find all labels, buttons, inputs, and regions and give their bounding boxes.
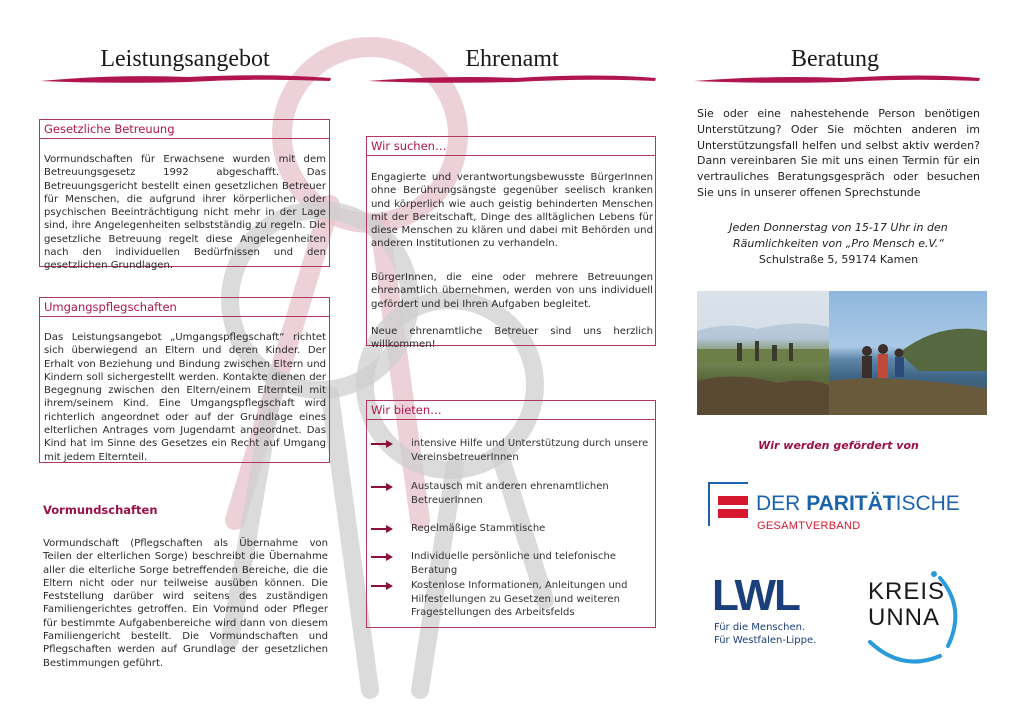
brush-stroke-decoration: [692, 72, 982, 86]
arrow-right-icon: [371, 440, 393, 448]
paragraph: BürgerInnen, die eine oder mehrere Betreuungen ehrenamtlich übernehmen, werden von uns individuell gefördert und bei Ihren Aufgaben begleitet.: [371, 272, 653, 310]
list-item-text: intensive Hilfe und Unterstützung durch unsere VereinsbetreuerInnen: [411, 438, 649, 463]
brush-stroke-decoration: [366, 72, 658, 86]
box-gesetzliche-betreuung: [39, 119, 330, 272]
logo-paritaetische: [718, 482, 988, 542]
paragraph: Vormundschaften für Erwachsene wurden mit dem Betreuungsgesetz 1992 abgeschafft. Das Betreuungsgericht bestellt einen gesetzlichen Betreuer für Menschen, die aufgrund ihrer körperlichen oder psychischen Beeinträchtigung nicht mehr in der Lage sind, ihre Angelegenheiten selbstständig zu regeln. Die gesetzliche Betreuung regelt diese Angelegenheiten nach den individuellen Bedürfnissen und den gesetzlichen Grundlagen.: [44, 154, 326, 272]
arrow-right-icon: [371, 582, 393, 590]
box-wir-suchen: [366, 136, 656, 351]
list-item-text: Regelmäßige Stammtische: [411, 523, 546, 534]
schedule-line: Räumlichkeiten von „Pro Mensch e.V.“: [733, 237, 944, 250]
arrow-right-icon: [371, 483, 393, 491]
list-item-text: Austausch mit anderen ehrenamtlichen BetreuerInnen: [411, 481, 609, 506]
paragraph-vormundschaften: Vormundschaft (Pflegschaften als Übernahme von Teilen der elterlichen Sorge) beschreibt die Übernahme aller die elterliche Sorge betreffenden Bereiche, die die Eltern nicht oder nur teilweise ausüben können. Die Feststellung darüber wird seitens des zuständigen Familiengerichtes getroffen. Ein Vormund oder Pfleger für bestimmte Aufgabenbereiche wird dann von diesem Familiengericht bestellt. Die Vormundschaften und Pflegschaften werden auf Grundlage der gesetzlichen Bestimmungen geführt.: [43, 538, 328, 669]
box-title: Wir suchen…: [371, 139, 447, 153]
logo-lwl: [712, 571, 842, 654]
arrow-right-icon: [371, 525, 393, 533]
paritaet-text-b: PARITÄT: [806, 492, 896, 515]
list-item-text: Kostenlose Informationen, Anleitungen und Hilfestellungen zu Gesetzen und weiteren Fragestellungen des Arbeitsfelds: [411, 580, 628, 618]
box-title: Wir bieten…: [371, 403, 442, 417]
box-umgangspflegschaften: [39, 297, 330, 463]
brush-stroke-decoration: [38, 72, 333, 86]
paragraph: Neue ehrenamtliche Betreuer sind uns herzlich willkommen!: [371, 326, 653, 351]
box-wir-bieten: [366, 400, 656, 628]
paritaet-equals-icon: [718, 496, 748, 518]
photo-people-coast: [829, 291, 987, 415]
sponsor-label: Wir werden gefördert von: [758, 439, 919, 452]
logo-lwl-mark: LWL: [712, 571, 799, 620]
arrow-right-icon: [371, 553, 393, 561]
paragraph-intro: Sie oder eine nahestehende Person benötigen Unterstützung? Oder Sie möchten anderen im Unterstützungsfall helfen und selbst aktiv werden? Dann vereinbaren Sie mit uns einen Termin für ein vertrauliches Beratungsgespräch oder besuchen Sie uns in unserer offenen Sprechstunde: [697, 107, 980, 199]
divider: [367, 155, 655, 156]
photo-group-outdoor: [697, 291, 829, 415]
paragraph: Engagierte und verantwortungsbewusste BürgerInnen ohne Berührungsängste gegenüber seelisch kranken und körperlich wie auch geistig behinderten Menschen mit der Bereitschaft, Dinge des alltäglichen Lebens für diese Menschen zu klären und dabei mit Behörden und anderen Institutionen zu verhandeln.: [371, 172, 653, 250]
logo-paritaetische-line2: GESAMTVERBAND: [757, 520, 861, 532]
logo-paritaetische-line1: [756, 492, 960, 516]
divider: [40, 316, 329, 317]
logo-kreis-unna: [862, 568, 972, 668]
heading-beratung: Beratung: [791, 46, 879, 72]
logo-kreis-line1: KREIS: [868, 578, 946, 605]
address: Schulstraße 5, 59174 Kamen: [758, 253, 919, 266]
box-title: Gesetzliche Betreuung: [44, 122, 175, 136]
logo-kreis-line2: UNNA: [868, 604, 941, 631]
box-title: Umgangspflegschaften: [44, 300, 177, 314]
logo-lwl-line1: Für die Menschen.: [714, 622, 806, 633]
divider: [367, 419, 655, 420]
subheading-vormundschaften: Vormundschaften: [43, 503, 158, 517]
paragraph: Das Leistungsangebot „Umgangspflegschaft“ richtet sich überwiegend an Eltern und deren Kinder. Der Erhalt von Beziehung und Bindung zwischen Eltern und Kindern soll sichergestellt werden. Kontakte dienen der Begegnung zwischen den Eltern/einem Elternteil mit ihrem/seinem Kind. Eine Umgangspflegschaft wird richterlich angeordnet oder auf der Grundlage eines elterlichen Antrages vom Jugendamt angeordnet. Das Kind hat im Sinne des Gesetzes ein Recht auf Umgang mit jedem Elternteil.: [44, 332, 326, 463]
heading-leistungsangebot: Leistungsangebot: [100, 46, 270, 72]
logo-lwl-line2: Für Westfalen-Lippe.: [714, 635, 817, 646]
list-item-text: Individuelle persönliche und telefonische Beratung: [411, 551, 616, 576]
heading-ehrenamt: Ehrenamt: [465, 46, 559, 72]
paritaet-text-a: DER: [756, 492, 807, 515]
schedule-line: Jeden Donnerstag von 15-17 Uhr in den: [729, 221, 948, 234]
divider: [40, 138, 329, 139]
paritaet-text-c: ISCHE: [895, 492, 960, 515]
